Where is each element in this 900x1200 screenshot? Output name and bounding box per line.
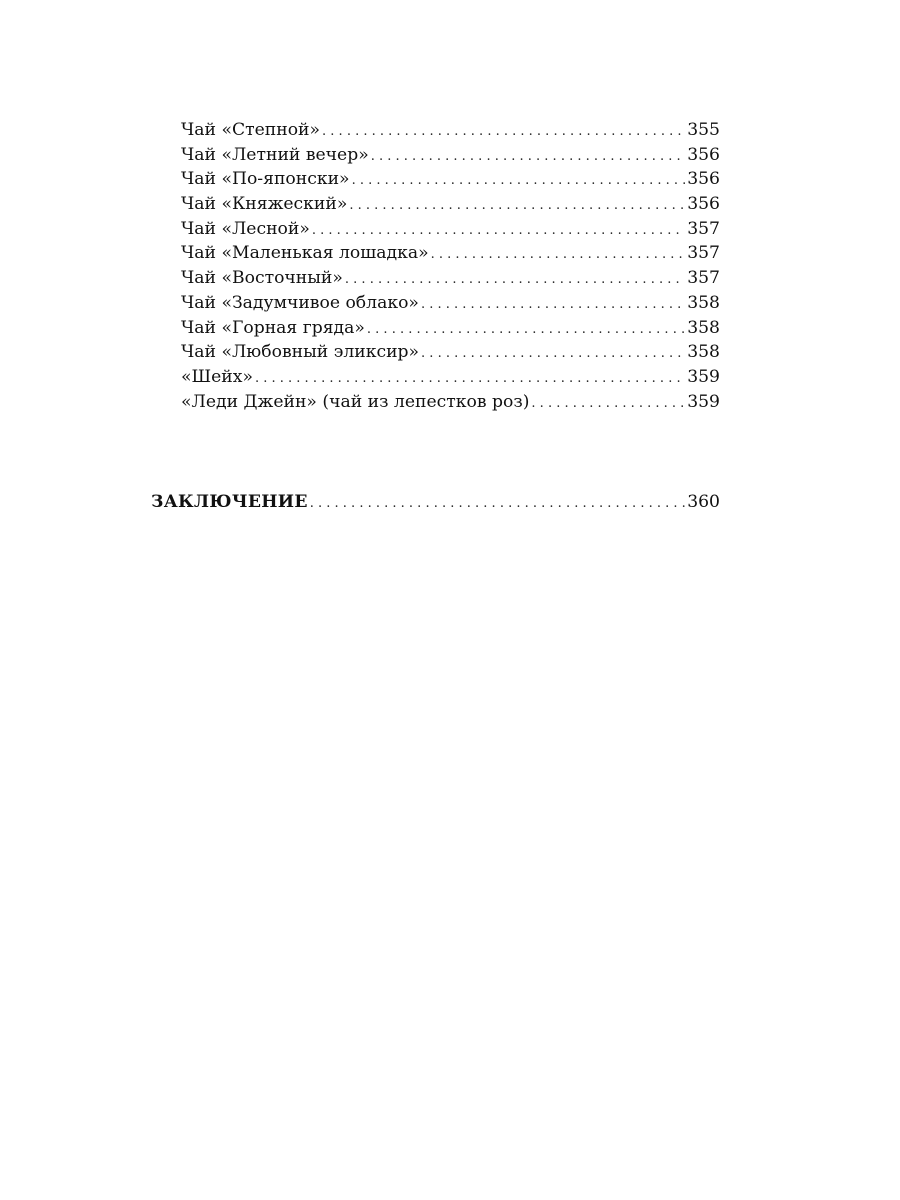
toc-entry-page: 358 <box>687 342 720 363</box>
toc-entry-page: 358 <box>687 292 720 313</box>
toc-entry-zadumchivoe-oblako[interactable] <box>181 291 720 316</box>
dot-leader <box>367 318 685 343</box>
toc-entry-po-yaponski[interactable] <box>181 167 720 192</box>
dot-leader <box>421 342 685 367</box>
toc-entry-page: 359 <box>687 391 720 412</box>
toc-entry-lyubovnyy-eliksir[interactable] <box>181 340 720 365</box>
toc-list <box>181 118 720 414</box>
toc-entry-title: Чай «Восточный» <box>181 268 343 289</box>
toc-entry-title: Чай «Любовный эликсир» <box>181 342 420 363</box>
toc-chapter-conclusion[interactable] <box>151 490 720 516</box>
toc-entry-malenkaya-loshadka[interactable] <box>181 241 720 266</box>
toc-entry-page: 357 <box>687 243 720 264</box>
toc-entry-page: 356 <box>687 194 720 215</box>
toc-entry-title: Чай «Лесной» <box>181 218 310 239</box>
toc-entry-title: Чай «Степной» <box>181 120 321 140</box>
dot-leader <box>421 293 685 318</box>
toc-entry-page: 356 <box>687 169 720 190</box>
dot-leader <box>312 219 685 244</box>
toc-entry-letniy-vecher[interactable] <box>181 143 720 168</box>
toc-entry-title: Чай «Горная гряда» <box>181 317 365 338</box>
toc-entry-lesnoy[interactable] <box>181 217 720 242</box>
dot-leader <box>531 392 685 417</box>
dot-leader <box>310 492 685 516</box>
toc-entry-title: Чай «Летний вечер» <box>181 144 369 165</box>
chapter-title: ЗАКЛЮЧЕНИЕ <box>151 492 308 512</box>
toc-entry-page: 358 <box>687 317 720 338</box>
toc-entry-title: «Шейх» <box>181 366 253 387</box>
dot-leader <box>322 120 685 145</box>
toc-entry-title: Чай «По-японски» <box>181 169 350 190</box>
dot-leader <box>345 268 685 293</box>
dot-leader <box>352 169 686 194</box>
dot-leader <box>349 194 685 219</box>
toc-entry-page: 357 <box>687 268 720 289</box>
toc-entry-title: Чай «Маленькая лошадка» <box>181 243 429 264</box>
toc-entry-vostochnyy[interactable] <box>181 266 720 291</box>
toc-entry-page: 359 <box>687 366 720 387</box>
toc-entry-title: Чай «Княжеский» <box>181 194 348 215</box>
dot-leader <box>371 145 685 170</box>
toc-entry-gornaya-gryada[interactable] <box>181 316 720 341</box>
toc-entry-title: Чай «Задумчивое облако» <box>181 292 419 313</box>
dot-leader <box>431 243 686 268</box>
toc-entry-stepnoy[interactable] <box>181 118 720 143</box>
toc-entry-title: «Леди Джейн» (чай из лепестков роз) <box>181 391 530 412</box>
chapter-page: 360 <box>687 492 720 512</box>
dot-leader <box>255 367 685 392</box>
toc-entry-ledi-dzheyn[interactable] <box>181 390 720 415</box>
toc-entry-page: 355 <box>687 120 720 140</box>
toc-entry-page: 356 <box>687 144 720 165</box>
toc-entry-sheikh[interactable] <box>181 365 720 390</box>
toc-entry-page: 357 <box>687 218 720 239</box>
toc-entry-knyazheskiy[interactable] <box>181 192 720 217</box>
